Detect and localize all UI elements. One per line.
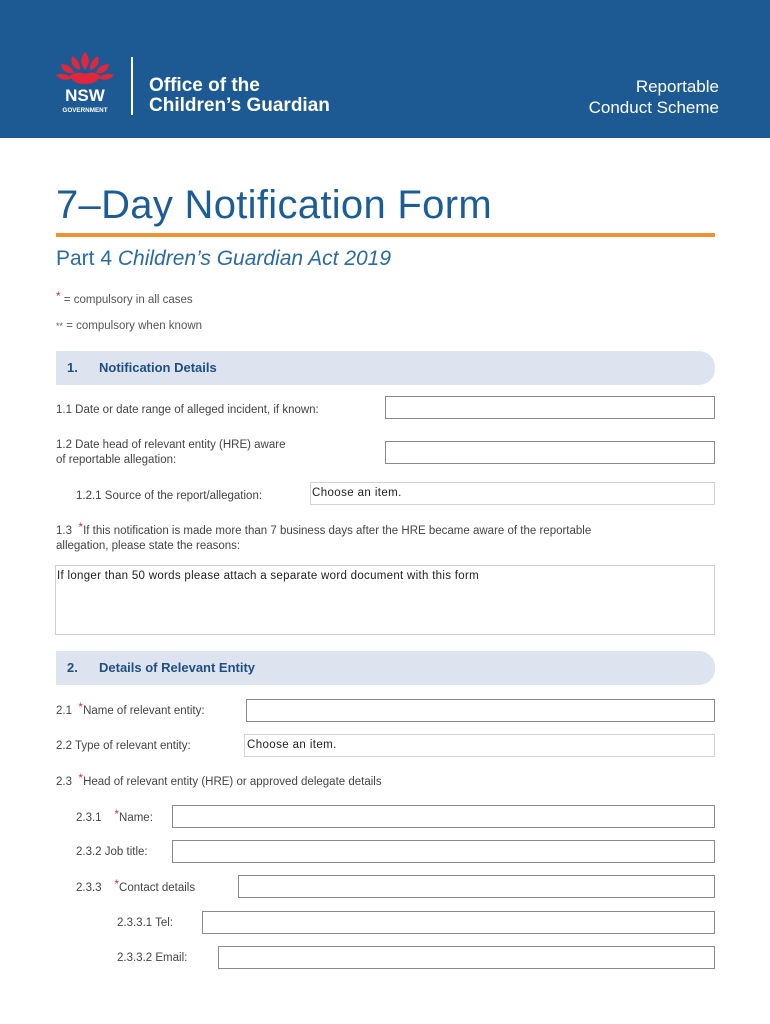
section-1-header: 1. Notification Details: [56, 351, 715, 385]
hre-job-title-input[interactable]: [172, 840, 715, 863]
section-2-title: Details of Relevant Entity: [99, 660, 256, 675]
required-asterisk-icon: *: [56, 289, 61, 303]
logo-divider: [131, 57, 133, 115]
entity-type-value: Choose an item.: [247, 739, 337, 751]
q1-1-label: 1.1 Date or date range of alleged incident, if known:: [56, 404, 319, 416]
page-title: 7–Day Notification Form: [56, 183, 492, 227]
required-asterisk-icon: *: [78, 771, 84, 785]
q2-2-label: 2.2 Type of relevant entity:: [56, 740, 191, 752]
q1-3-label: 1.3 *If this notification is made more than 7 business days after the HRE became aware of the reportable allegation, please state the reasons:: [56, 520, 592, 552]
office-name-line1: Office of the: [149, 75, 260, 96]
svg-text:GOVERNMENT: GOVERNMENT: [62, 107, 108, 114]
hre-aware-date-input[interactable]: [385, 441, 715, 464]
scheme-line1: Reportable: [635, 77, 719, 96]
q2-3-3-1-label: 2.3.3.1 Tel:: [117, 917, 174, 929]
hre-name-input[interactable]: [172, 805, 715, 828]
entity-type-select[interactable]: [244, 734, 715, 757]
q2-1-label: 2.1 *Name of relevant entity:: [56, 700, 205, 717]
scheme-line2: Conduct Scheme: [588, 98, 719, 117]
entity-name-input[interactable]: [246, 699, 715, 722]
delay-reasons-textarea[interactable]: [55, 565, 715, 635]
q1-2-label: 1.2 Date head of relevant entity (HRE) aware of reportable allegation:: [56, 439, 286, 466]
nsw-waratah-logo-icon: [52, 50, 118, 116]
svg-text:NSW: NSW: [65, 86, 105, 105]
hre-tel-input[interactable]: [202, 911, 715, 934]
section-1-title: Notification Details: [99, 360, 217, 375]
office-name-line2: Children’s Guardian: [149, 95, 330, 116]
report-source-select[interactable]: [310, 482, 715, 505]
hre-contact-details-input[interactable]: [238, 875, 715, 898]
q2-3-2-label: 2.3.2 Job title:: [76, 846, 148, 858]
required-asterisk-icon: *: [78, 700, 84, 714]
required-asterisk-icon: *: [114, 807, 120, 821]
header-banner: [0, 0, 770, 138]
required-asterisk-icon: *: [78, 520, 84, 534]
q2-3-label: 2.3 *Head of relevant entity (HRE) or approved delegate details: [56, 771, 382, 788]
incident-date-input[interactable]: [385, 396, 715, 419]
legend-known: ** = compulsory when known: [56, 320, 203, 332]
section-2-header: 2. Details of Relevant Entity: [56, 651, 715, 685]
q1-2-1-label: 1.2.1 Source of the report/allegation:: [76, 490, 263, 502]
office-name: [149, 76, 330, 116]
required-asterisk-icon: *: [114, 877, 120, 891]
scheme-name: [589, 76, 719, 118]
q2-3-3-2-label: 2.3.3.2 Email:: [117, 952, 188, 964]
q2-3-1-label: 2.3.1 *Name:: [76, 807, 153, 824]
page-subtitle: Part 4 Children’s Guardian Act 2019: [56, 247, 392, 270]
legend-compulsory: * = compulsory in all cases: [56, 289, 193, 306]
report-source-value: Choose an item.: [312, 487, 402, 499]
title-rule: [56, 233, 715, 237]
q2-3-3-label: 2.3.3 *Contact details: [76, 877, 196, 894]
hre-email-input[interactable]: [218, 946, 715, 969]
delay-reasons-placeholder: If longer than 50 words please attach a separate word document with this form: [57, 570, 479, 582]
